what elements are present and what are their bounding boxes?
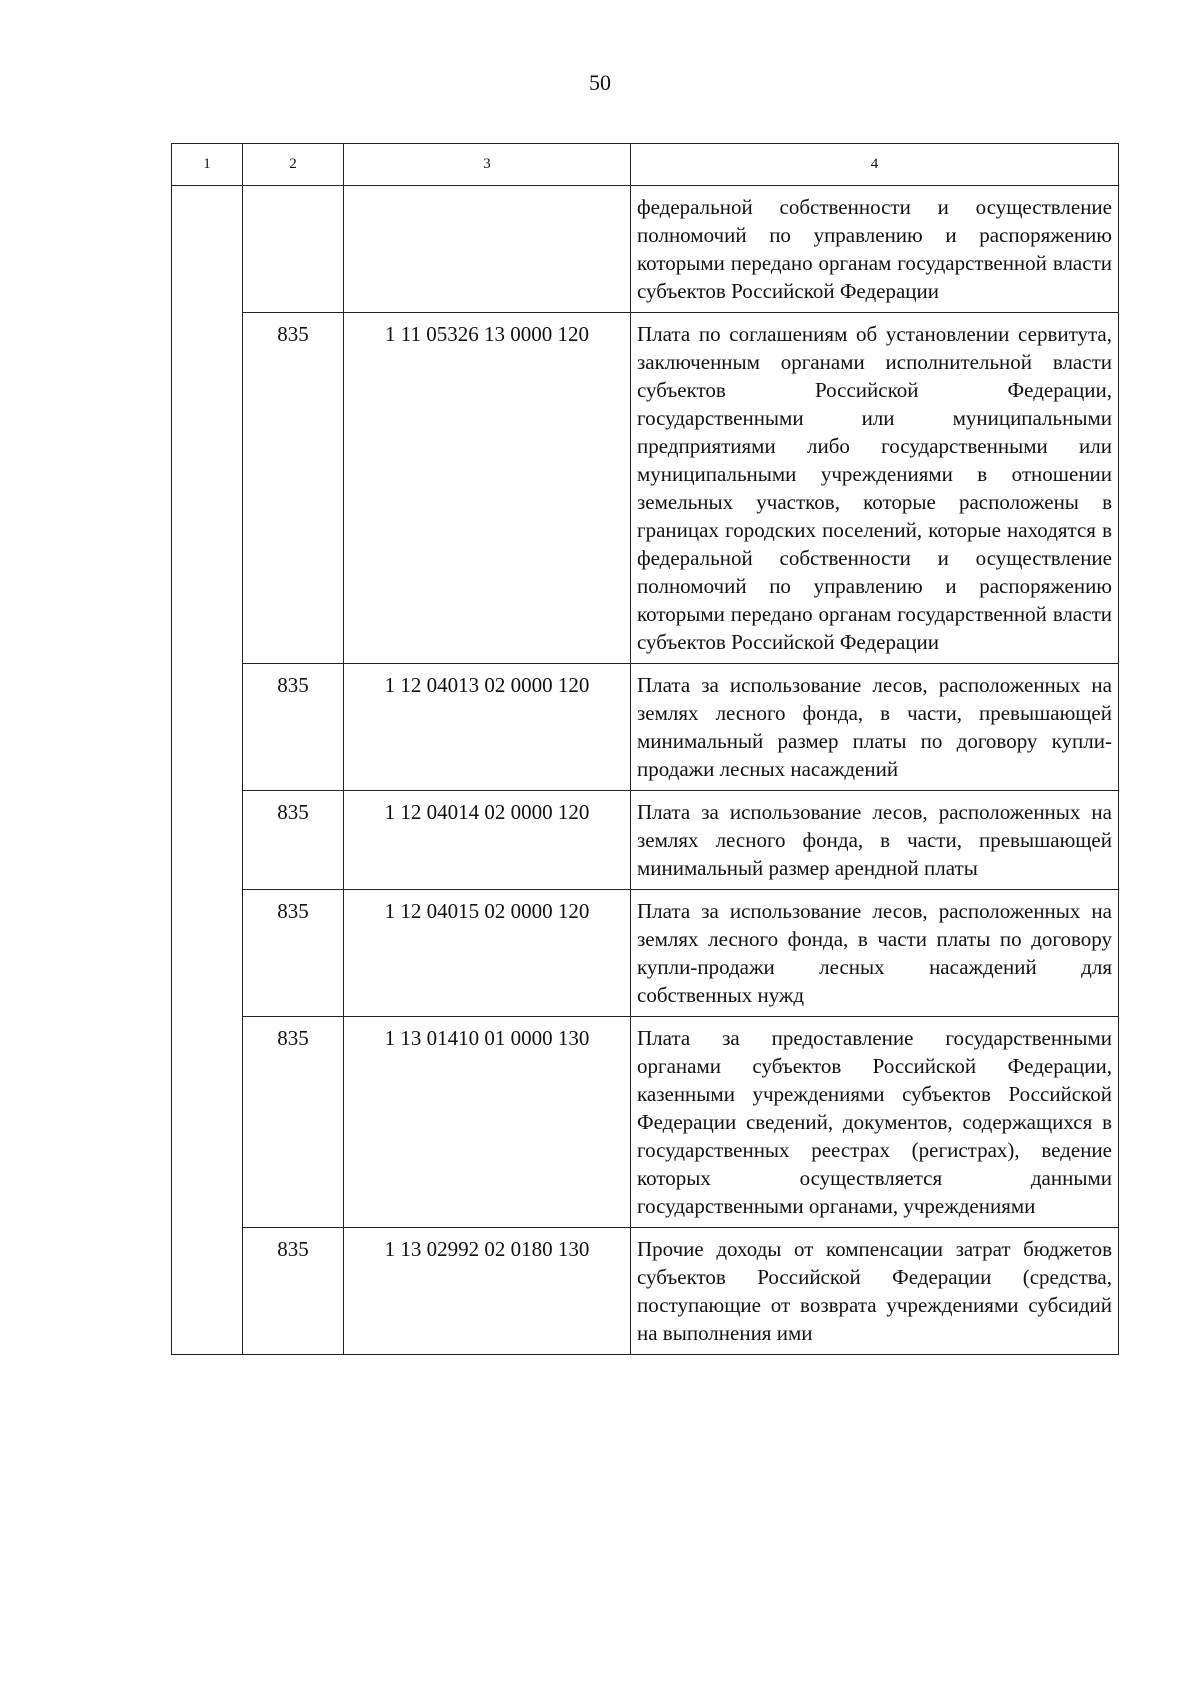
column-header-1: 1 xyxy=(172,144,243,186)
table-row xyxy=(172,791,1119,890)
description-cell: федеральной собственности и осуществление полномочий по управлению и распоряжению которыми передано органам государственной власти субъектов Российской Федерации xyxy=(631,186,1119,313)
table-row xyxy=(172,890,1119,1017)
revenue-code-cell xyxy=(344,186,631,313)
table-header-row xyxy=(172,144,1119,186)
admin-code-cell: 835 xyxy=(243,1017,344,1228)
admin-code-cell: 835 xyxy=(243,791,344,890)
table-row xyxy=(172,1228,1119,1355)
revenue-code-cell: 1 13 01410 01 0000 130 xyxy=(344,1017,631,1228)
page-number: 50 xyxy=(589,70,611,95)
column-header-2: 2 xyxy=(243,144,344,186)
column-1-merged-cell xyxy=(172,186,243,1355)
column-header-4: 4 xyxy=(631,144,1119,186)
description-cell: Плата за использование лесов, расположенных на землях лесного фонда, в части, превышающей минимальный размер арендной платы xyxy=(631,791,1119,890)
admin-code-cell: 835 xyxy=(243,890,344,1017)
budget-codes-table xyxy=(171,143,1119,1355)
revenue-code-cell: 1 12 04014 02 0000 120 xyxy=(344,791,631,890)
table-row xyxy=(172,186,1119,313)
table-row xyxy=(172,313,1119,664)
revenue-code-cell: 1 12 04013 02 0000 120 xyxy=(344,664,631,791)
description-cell: Плата за использование лесов, расположенных на землях лесного фонда, в части платы по договору купли-продажи лесных насаждений для собственных нужд xyxy=(631,890,1119,1017)
revenue-code-cell: 1 13 02992 02 0180 130 xyxy=(344,1228,631,1355)
description-cell: Прочие доходы от компенсации затрат бюджетов субъектов Российской Федерации (средства, поступающие от возврата учреждениями субсидий на выполнения ими xyxy=(631,1228,1119,1355)
revenue-code-cell: 1 11 05326 13 0000 120 xyxy=(344,313,631,664)
table-row xyxy=(172,1017,1119,1228)
description-cell: Плата за предоставление государственными органами субъектов Российской Федерации, казенными учреждениями субъектов Российской Федерации сведений, документов, содержащихся в государственных реестрах (регистрах), ведение которых осуществляется данными государственными органами, учреждениями xyxy=(631,1017,1119,1228)
description-cell: Плата по соглашениям об установлении сервитута, заключенным органами исполнительной власти субъектов Российской Федерации, государственными или муниципальными предприятиями либо государственными или муниципальными учреждениями в отношении земельных участков, которые расположены в границах городских поселений, которые находятся в федеральной собственности и осуществление полномочий по управлению и распоряжению которыми передано органам государственной власти субъектов Российской Федерации xyxy=(631,313,1119,664)
description-cell: Плата за использование лесов, расположенных на землях лесного фонда, в части, превышающей минимальный размер платы по договору купли-продажи лесных насаждений xyxy=(631,664,1119,791)
column-header-3: 3 xyxy=(344,144,631,186)
table-row xyxy=(172,664,1119,791)
admin-code-cell: 835 xyxy=(243,1228,344,1355)
admin-code-cell xyxy=(243,186,344,313)
revenue-code-cell: 1 12 04015 02 0000 120 xyxy=(344,890,631,1017)
admin-code-cell: 835 xyxy=(243,664,344,791)
admin-code-cell: 835 xyxy=(243,313,344,664)
